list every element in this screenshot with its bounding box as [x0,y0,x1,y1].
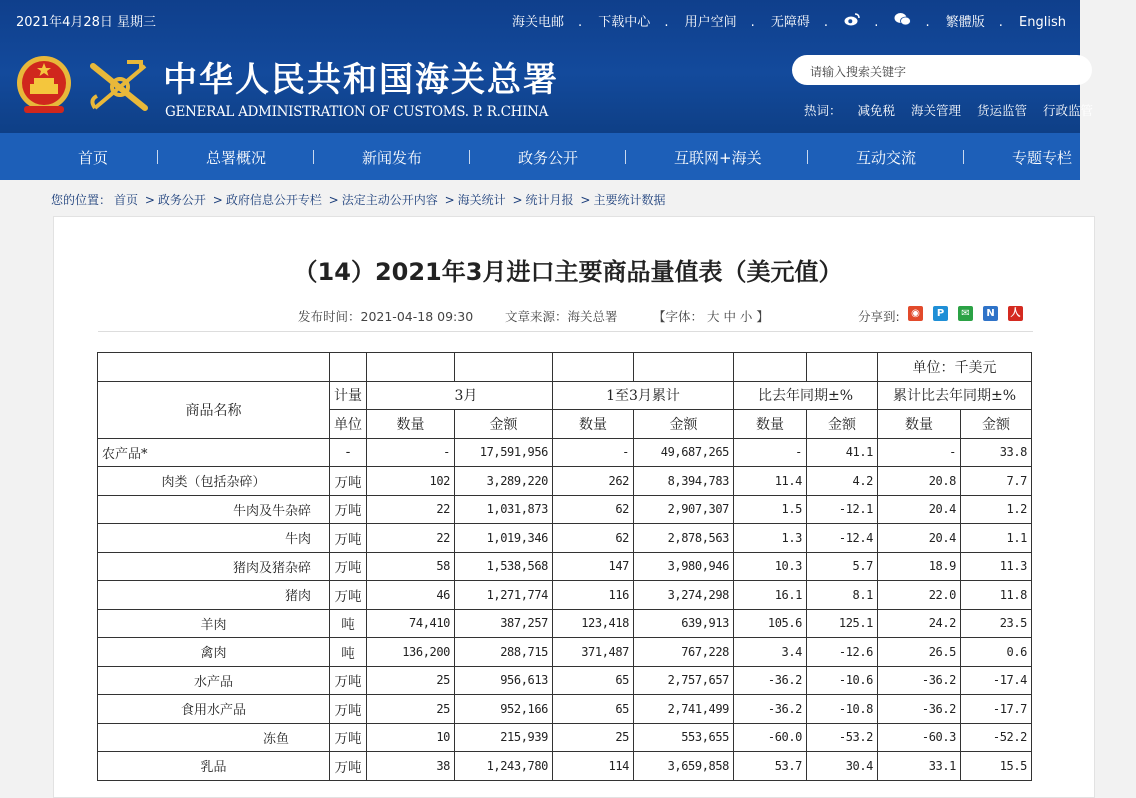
table-cell: 46 [367,581,455,610]
table-cell: 3,980,946 [634,552,734,581]
table-cell: 33.8 [961,438,1032,467]
nav-item-home[interactable]: 首页 [78,149,109,167]
table-cell: 65 [553,695,634,724]
table-cell: 215,939 [455,723,553,752]
table-cell: 22 [367,495,455,524]
nav-item-overview[interactable]: 总署概况 [206,149,267,167]
table-cell: 7.7 [961,467,1032,496]
share-qzone-icon[interactable]: P [933,306,948,321]
table-cell: 65 [553,666,634,695]
national-emblem-icon[interactable] [14,54,74,116]
table-cell: 114 [553,752,634,781]
table-row [98,723,1032,752]
table-cell: 371,487 [553,638,634,667]
table-row [98,524,1032,553]
hot-word-link[interactable]: 货运监管 [977,103,1028,118]
top-links: 海关电邮 . 下载中心 . 用户空间 . 无障碍 . . . 繁體版 . English [512,11,1080,30]
hot-word-link[interactable]: 行政监管 [1043,103,1094,118]
table-cell: 26.5 [878,638,961,667]
table-cell: 22 [367,524,455,553]
table-cell: 41.1 [807,438,878,467]
table-cell: 3.4 [734,638,807,667]
table-cell: 1.3 [734,524,807,553]
table-cell: -36.2 [878,666,961,695]
share-news-icon[interactable]: N [983,306,998,321]
header-unit-top: 计量 [330,381,367,410]
english-link[interactable]: English [1019,15,1066,30]
table-cell: 3,289,220 [455,467,553,496]
measure-unit: 万吨 [330,723,367,752]
table-cell: 125.1 [807,609,878,638]
table-cell: 62 [553,495,634,524]
table-cell: 23.5 [961,609,1032,638]
commodity-name: 牛肉及牛杂碎 [98,495,330,524]
breadcrumb-label: 您的位置： [51,193,112,207]
main-nav [0,133,1080,180]
table-cell: -12.6 [807,638,878,667]
table-row [98,552,1032,581]
header-ytd: 1至3月累计 [553,381,734,410]
table-cell: 25 [367,695,455,724]
table-cell: 1,271,774 [455,581,553,610]
table-cell: 62 [553,524,634,553]
table-cell: 262 [553,467,634,496]
table-cell: -53.2 [807,723,878,752]
measure-unit: 万吨 [330,581,367,610]
table-cell: -60.0 [734,723,807,752]
breadcrumb-item[interactable]: 海关统计 [457,193,506,207]
table-row [98,495,1032,524]
table-row [98,752,1032,781]
header-unit-bottom: 单位 [330,410,367,439]
header-qty: 数量 [553,410,634,439]
table-row [98,581,1032,610]
site-title-en: GENERAL ADMINISTRATION OF CUSTOMS. P. R.CHINA [165,104,549,120]
share-weibo-icon[interactable]: ◉ [908,306,923,321]
measure-unit: 万吨 [330,752,367,781]
commodity-name: 肉类（包括杂碎） [98,467,330,496]
measure-unit: - [330,438,367,467]
table-cell: 105.6 [734,609,807,638]
share-wechat-icon[interactable]: ✉ [958,306,973,321]
table-cell: -10.8 [807,695,878,724]
table-cell: 387,257 [455,609,553,638]
table-cell: 3,274,298 [634,581,734,610]
table-cell: 30.4 [807,752,878,781]
table-cell: 3,659,858 [634,752,734,781]
table-cell: 10 [367,723,455,752]
table-cell: 74,410 [367,609,455,638]
header-yoy: 比去年同期±% [734,381,878,410]
table-header-row [98,381,1032,410]
table-row [98,666,1032,695]
wechat-icon[interactable] [894,12,911,30]
hot-word-link[interactable]: 减免税 [857,103,896,118]
table-cell: 952,166 [455,695,553,724]
table-cell: 17,591,956 [455,438,553,467]
measure-unit: 万吨 [330,495,367,524]
table-cell: 20.4 [878,495,961,524]
commodity-name: 食用水产品 [98,695,330,724]
table-cell: 20.8 [878,467,961,496]
user-space-link[interactable]: 用户空间 [684,15,737,30]
table-cell: - [878,438,961,467]
measure-unit: 吨 [330,638,367,667]
table-unit-row [98,353,1032,382]
article-title: （14）2021年3月进口主要商品量值表（美元值） [293,258,843,286]
table-cell: 11.3 [961,552,1032,581]
table-cell: -12.1 [807,495,878,524]
breadcrumb-sep: > [328,193,339,207]
table-cell: -36.2 [734,666,807,695]
table-cell: 5.7 [807,552,878,581]
breadcrumb [51,191,668,208]
breadcrumb-item[interactable]: 统计月报 [525,193,574,207]
table-cell: 15.5 [961,752,1032,781]
table-row [98,638,1032,667]
import-stats-table [97,352,1032,781]
email-link[interactable]: 海关电邮 [512,15,565,30]
table-cell: -36.2 [878,695,961,724]
table-cell: 18.9 [878,552,961,581]
commodity-name: 农产品* [98,438,330,467]
publish-time: 发布时间：2021-04-18 09:30 [298,309,474,324]
breadcrumb-item[interactable]: 主要统计数据 [593,193,666,207]
nav-item-news[interactable]: 新闻发布 [362,149,423,167]
table-cell: 956,613 [455,666,553,695]
table-cell: 33.1 [878,752,961,781]
measure-unit: 万吨 [330,695,367,724]
commodity-name: 猪肉及猪杂碎 [98,552,330,581]
table-row [98,695,1032,724]
measure-unit: 万吨 [330,467,367,496]
commodity-name: 禽肉 [98,638,330,667]
table-cell: 1.1 [961,524,1032,553]
table-cell: 58 [367,552,455,581]
nav-item-interaction[interactable]: 互动交流 [856,149,917,167]
top-bar [0,0,1080,38]
table-cell: -17.7 [961,695,1032,724]
table-cell: 147 [553,552,634,581]
table-row [98,467,1032,496]
breadcrumb-sep: > [512,193,523,207]
table-cell: 553,655 [634,723,734,752]
breadcrumb-sep: > [580,193,591,207]
commodity-name: 乳品 [98,752,330,781]
commodity-name: 牛肉 [98,524,330,553]
table-cell: -60.3 [878,723,961,752]
font-size-switch[interactable]: 【字体： 大 中 小 】 [653,309,769,324]
traditional-chinese-link[interactable]: 繁體版 [945,15,985,30]
table-cell: 767,228 [634,638,734,667]
table-row [98,609,1032,638]
commodity-name: 水产品 [98,666,330,695]
table-cell: 8.1 [807,581,878,610]
table-cell: 49,687,265 [634,438,734,467]
table-cell: -10.6 [807,666,878,695]
table-cell: 38 [367,752,455,781]
table-cell: -12.4 [807,524,878,553]
nav-item-internet-plus[interactable]: 互联网+海关 [674,149,762,167]
table-cell: -52.2 [961,723,1032,752]
table-cell: 1,019,346 [455,524,553,553]
table-cell: 116 [553,581,634,610]
download-center-link[interactable]: 下载中心 [598,15,651,30]
table-cell: 136,200 [367,638,455,667]
table-cell: -36.2 [734,695,807,724]
table-cell: 10.3 [734,552,807,581]
weibo-icon[interactable] [844,13,860,30]
table-cell: 8,394,783 [634,467,734,496]
table-cell: 0.6 [961,638,1032,667]
table-cell: 1.2 [961,495,1032,524]
commodity-name: 羊肉 [98,609,330,638]
table-cell: 288,715 [455,638,553,667]
breadcrumb-item[interactable]: 政务公开 [157,193,206,207]
header-amt: 金额 [455,410,553,439]
table-cell: 16.1 [734,581,807,610]
article-source: 文章来源：海关总署 [505,309,618,324]
breadcrumb-sep: > [212,193,223,207]
search-input[interactable] [792,55,1092,85]
table-cell: 102 [367,467,455,496]
header-qty: 数量 [367,410,455,439]
table-cell: 24.2 [878,609,961,638]
table-cell: 1,538,568 [455,552,553,581]
share-renren-icon[interactable]: 人 [1008,306,1023,321]
header-amt: 金额 [634,410,734,439]
current-date: 2021年4月28日 星期三 [16,15,157,30]
table-row [98,438,1032,467]
measure-unit: 万吨 [330,552,367,581]
breadcrumb-item[interactable]: 政府信息公开专栏 [225,193,322,207]
table-cell: 53.7 [734,752,807,781]
table-cell: 11.8 [961,581,1032,610]
table-cell: 2,907,307 [634,495,734,524]
breadcrumb-item[interactable]: 法定主动公开内容 [341,193,438,207]
site-title-cn: 中华人民共和国海关总署 [163,60,559,100]
table-cell: 1,031,873 [455,495,553,524]
header-qty: 数量 [878,410,961,439]
nav-item-gov-affairs[interactable]: 政务公开 [518,149,579,167]
table-cell: 1.5 [734,495,807,524]
table-cell: - [553,438,634,467]
table-cell: 25 [367,666,455,695]
breadcrumb-sep: > [444,193,455,207]
breadcrumb-sep: > [144,193,155,207]
table-cell: 4.2 [807,467,878,496]
measure-unit: 吨 [330,609,367,638]
hot-words [804,101,1105,119]
hot-words-label: 热词： [804,103,842,118]
customs-logo-icon[interactable] [87,56,153,116]
table-cell: 2,878,563 [634,524,734,553]
accessibility-link[interactable]: 无障碍 [770,15,810,30]
table-cell: 22.0 [878,581,961,610]
table-cell: 2,741,499 [634,695,734,724]
table-cell: 20.4 [878,524,961,553]
header-name: 商品名称 [98,381,330,438]
table-cell: 11.4 [734,467,807,496]
measure-unit: 万吨 [330,524,367,553]
unit-note: 单位：千美元 [878,353,1032,382]
header-ytd-yoy: 累计比去年同期±% [878,381,1032,410]
table-cell: 25 [553,723,634,752]
table-cell: 1,243,780 [455,752,553,781]
site-header [0,0,1094,133]
table-cell: 123,418 [553,609,634,638]
hot-word-link[interactable]: 海关管理 [911,103,962,118]
commodity-name: 冻鱼 [98,723,330,752]
table-cell: -17.4 [961,666,1032,695]
search-placeholder: 请输入搜索关键字 [810,65,907,79]
title-divider [98,331,1033,332]
header-amt: 金额 [961,410,1032,439]
nav-item-topics[interactable]: 专题专栏 [1012,149,1073,167]
header-amt: 金额 [807,410,878,439]
share-label: 分享到: [858,309,900,324]
table-cell: - [367,438,455,467]
measure-unit: 万吨 [330,666,367,695]
table-cell: 639,913 [634,609,734,638]
table-cell: - [734,438,807,467]
header-month: 3月 [455,381,553,410]
breadcrumb-item[interactable]: 首页 [114,193,139,207]
header-qty: 数量 [734,410,807,439]
table-cell: 2,757,657 [634,666,734,695]
commodity-name: 猪肉 [98,581,330,610]
